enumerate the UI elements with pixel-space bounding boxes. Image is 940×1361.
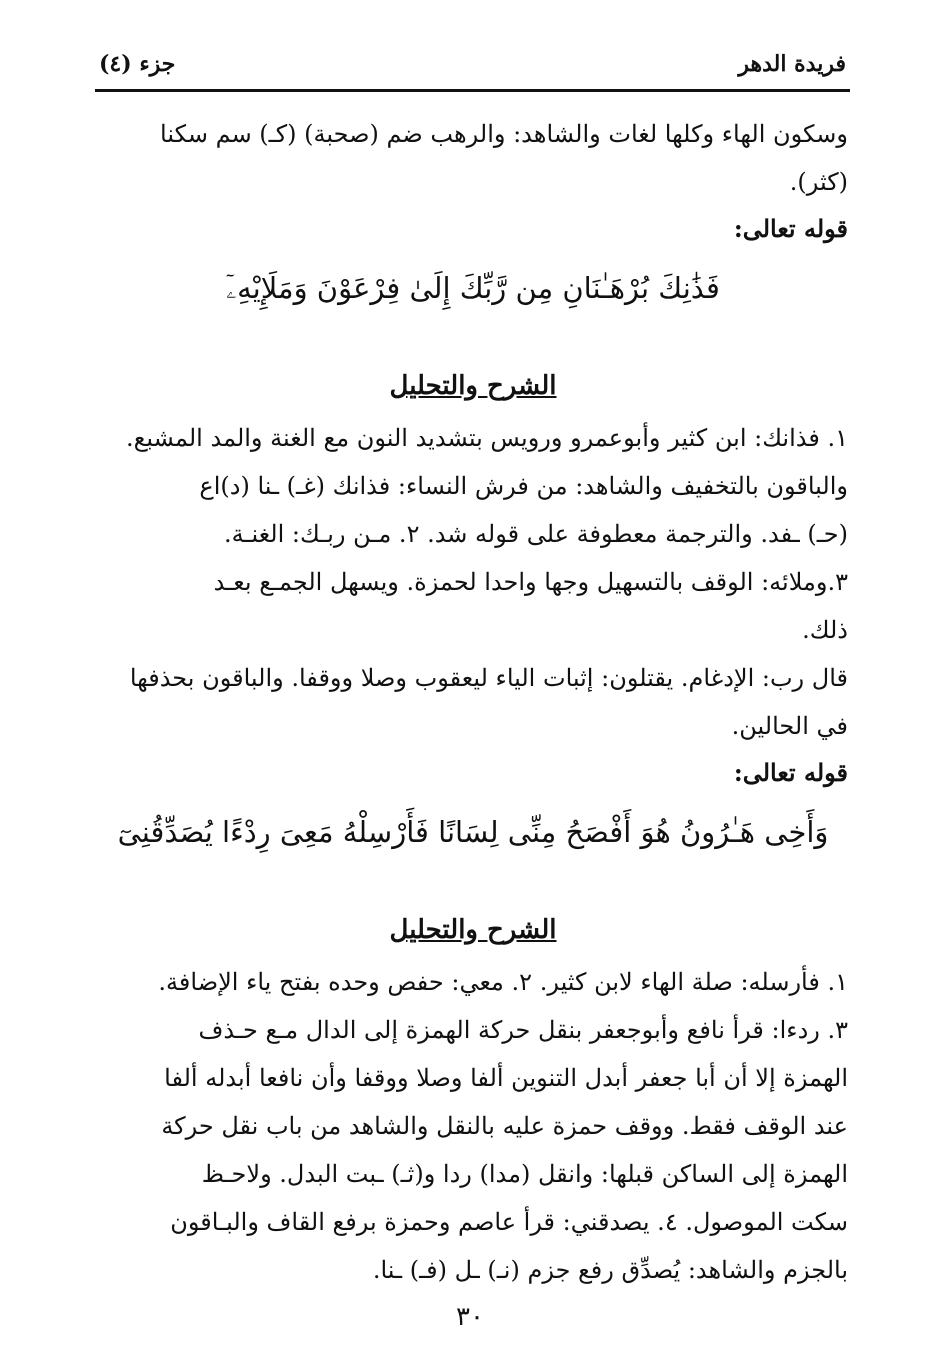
text-line: ذلك. — [802, 616, 848, 644]
page-number: ٣٠ — [456, 1302, 484, 1332]
verse-label: قوله تعالى: — [733, 758, 848, 787]
part-label: جزء (٤) — [99, 51, 176, 77]
text-line: ١. فأرسله: صلة الهاء لابن كثير. ٢. معي: حفص وحده بفتح ياء الإضافة. — [158, 968, 848, 996]
text-line: بالجزم والشاهد: يُصدِّق رفع جزم (نـ) ـل (فـ) ـنا. — [372, 1256, 848, 1284]
running-header — [95, 45, 850, 92]
verse-label: قوله تعالى: — [733, 214, 848, 243]
text-line: (حـ) ـفد. والترجمة معطوفة على قوله شد. ٢. مـن ربـك: الغنـة. — [223, 520, 848, 548]
text-line: ٣. ردءا: قرأ نافع وأبوجعفر بنقل حركة الهمزة إلى الدال مـع حـذف — [198, 1016, 848, 1044]
text-line: الهمزة إلى الساكن قبلها: وانقل (مدا) ردا و(ثـ) ـبت البدل. ولاحـظ — [201, 1160, 848, 1188]
quran-verse: وَأَخِى هَـٰرُونُ هُوَ أَفْصَحُ مِنِّى لِسَانًا فَأَرْسِلْهُ مَعِىَ رِدْءًا يُصَدِّقُنِىٓ — [117, 815, 829, 849]
note-line: في الحالين. — [731, 712, 848, 740]
section-title: الشرح والتحليل — [389, 915, 557, 945]
quran-verse: فَذَٰنِكَ بُرْهَـٰنَانِ مِن رَّبِّكَ إِلَىٰ فِرْعَوْنَ وَمَلَإِيْهِۦٓ — [226, 271, 720, 305]
note-line: قال رب: الإدغام. يقتلون: إثبات الياء ليعقوب وصلا ووقفا. والباقون بحذفها — [129, 664, 848, 692]
book-title: فريدة الدهر — [738, 51, 846, 77]
text-line: (كثر). — [789, 168, 848, 196]
page-body — [98, 110, 848, 1294]
text-line: عند الوقف فقط. ووقف حمزة عليه بالنقل والشاهد من باب نقل حركة — [161, 1112, 848, 1140]
text-line: ٣.وملائه: الوقف بالتسهيل وجها واحدا لحمزة. ويسهل الجمـع بعـد — [213, 568, 848, 596]
section-title: الشرح والتحليل — [389, 371, 557, 401]
text-line: وسكون الهاء وكلها لغات والشاهد: والرهب ضم (صحبة) (كـ) سم سكنا — [160, 120, 848, 148]
text-line: ١. فذانك: ابن كثير وأبوعمرو ورويس بتشديد النون مع الغنة والمد المشبع. — [125, 424, 848, 452]
text-line: والباقون بالتخفيف والشاهد: من فرش النساء: فذانك (غـ) ـنا (د)اع — [199, 472, 848, 500]
text-line: سكت الموصول. ٤. يصدقني: قرأ عاصم وحمزة برفع القاف والبـاقون — [170, 1208, 848, 1236]
text-line: الهمزة إلا أن أبا جعفر أبدل التنوين ألفا وصلا ووقفا وأن نافعا أبدله ألفا — [164, 1064, 848, 1092]
